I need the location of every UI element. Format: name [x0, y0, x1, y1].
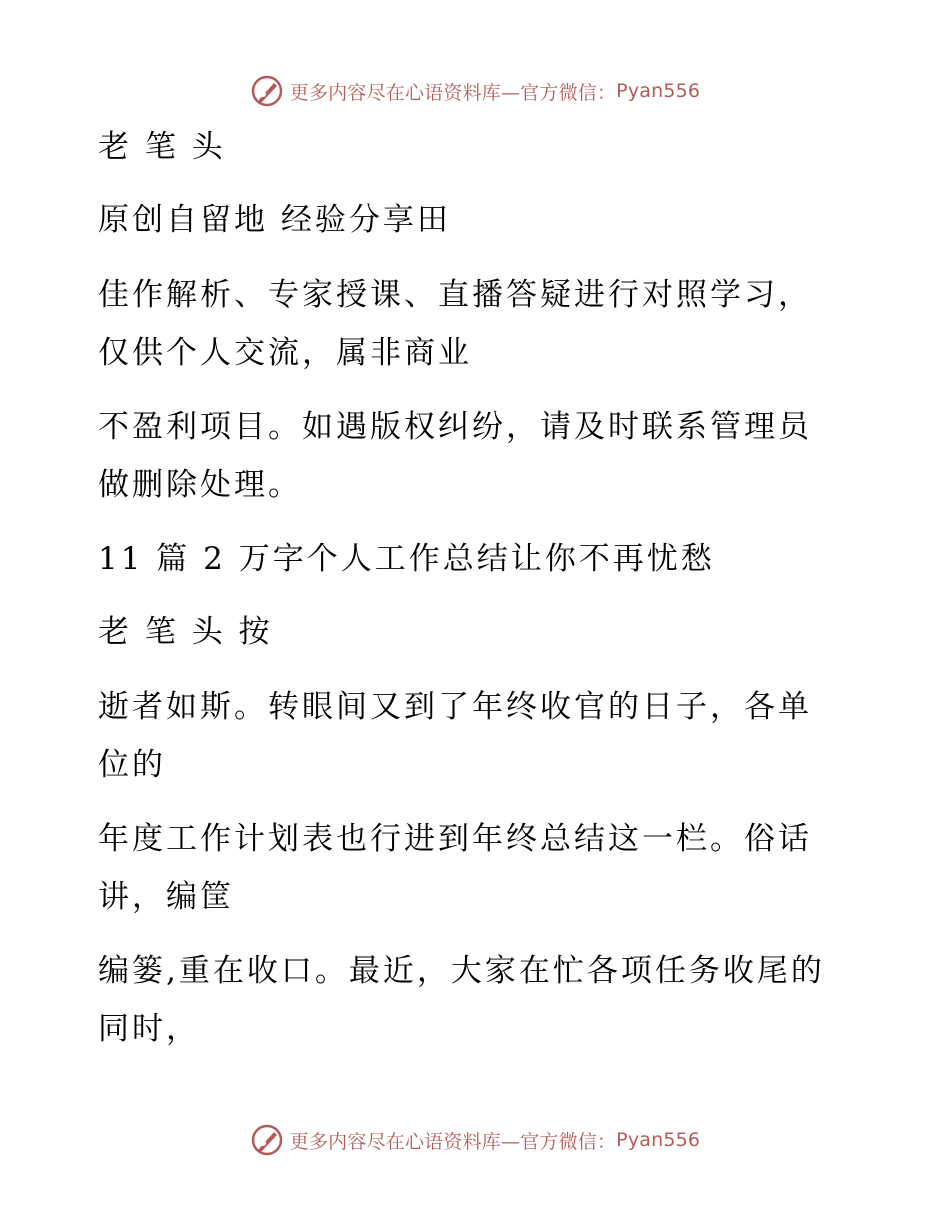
text-line: 位的 [98, 747, 166, 783]
watermark-text: 更多内容尽在心语资料库—官方微信： [289, 1130, 617, 1153]
watermark-wechat-id: Pyan556 [616, 1129, 701, 1151]
text-line: 原创自留地 经验分享田 [98, 202, 451, 238]
text-line: 逝者如斯。转眼间又到了年终收官的日子，各单 [98, 689, 812, 725]
watermark-text: 更多内容尽在心语资料库—官方微信： [289, 81, 617, 104]
pen-logo-icon [250, 1123, 284, 1157]
watermark-wechat-id: Pyan556 [616, 80, 701, 102]
text-line: 佳作解析、专家授课、直播答疑进行对照学习， [98, 277, 812, 313]
text-line: 做删除处理。 [98, 467, 302, 503]
text-line: 11 篇 2 万字个人工作总结让你不再忧愁 [98, 541, 715, 577]
text-line: 讲，编筐 [98, 879, 234, 915]
pen-logo-icon [250, 74, 284, 108]
text-line: 老 笔 头 [98, 129, 226, 165]
text-line: 同时， [98, 1011, 200, 1047]
text-line: 编篓,重在收口。最近，大家在忙各项任务收尾的 [98, 953, 825, 989]
header-watermark [0, 71, 950, 111]
text-line: 仅供个人交流，属非商业 [98, 335, 472, 371]
footer-watermark [0, 1120, 950, 1160]
text-line: 老 笔 头 按 [98, 614, 273, 650]
text-line: 不盈利项目。如遇版权纠纷，请及时联系管理员 [98, 409, 812, 445]
text-line: 年度工作计划表也行进到年终总结这一栏。俗话 [98, 821, 812, 857]
